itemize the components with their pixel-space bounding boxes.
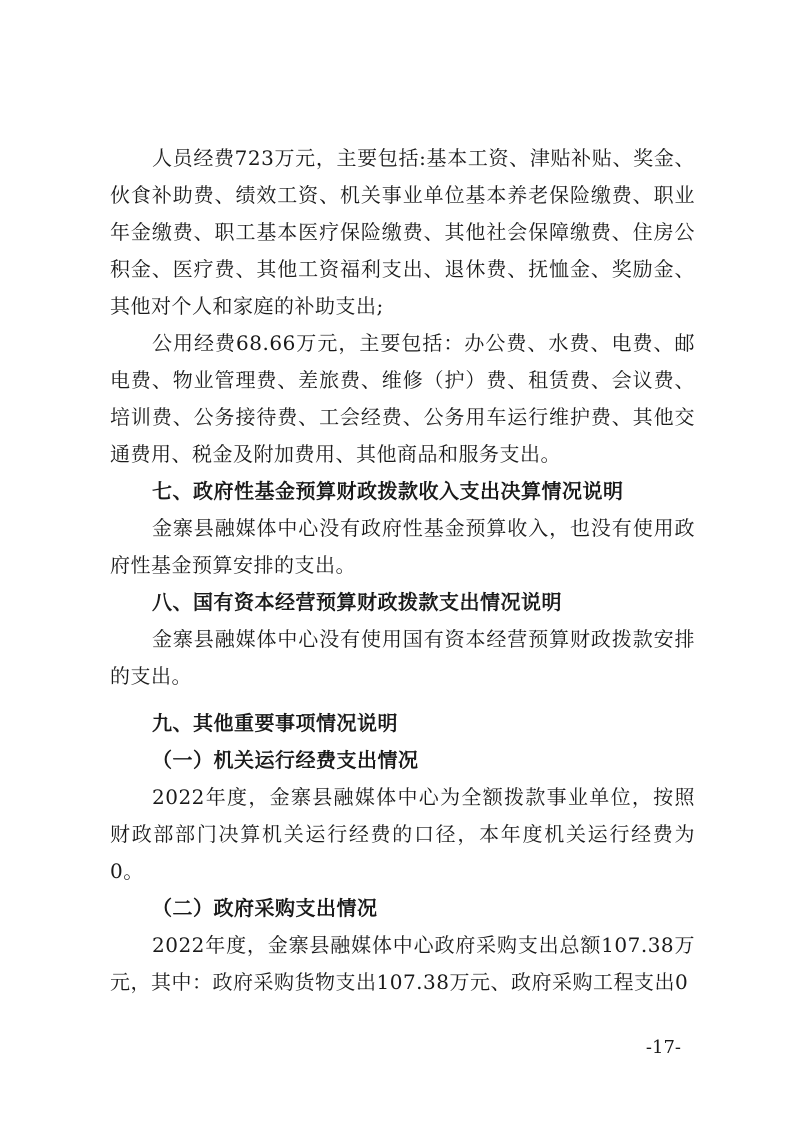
section7-paragraph: 金寨县融媒体中心没有政府性基金预算收入，也没有使用政府性基金预算安排的支出。 — [110, 516, 695, 577]
section8-heading: 八、国有资本经营预算财政拨款支出情况说明 — [152, 590, 562, 614]
subsection2-paragraph: 2022年度，金寨县融媒体中心政府采购支出总额107.38万元，其中：政府采购货物支出107.38万元、政府采购工程支出0 — [110, 933, 695, 994]
subsection1-paragraph: 2022年度，金寨县融媒体中心为全额拨款事业单位，按照财政部部门决算机关运行经费的口径，本年度机关运行经费为0。 — [110, 785, 695, 883]
personnel-expenses-paragraph: 人员经费723万元，主要包括:基本工资、津贴补贴、奖金、伙食补助费、绩效工资、机关事业单位基本养老保险缴费、职业年金缴费、职工基本医疗保险缴费、其他社会保障缴费、住房公积金、医疗费、其他工资福利支出、退休费、抚恤金、奖励金、其他对个人和家庭的补助支出; — [110, 146, 695, 318]
body-text — [110, 140, 695, 1001]
section7-heading: 七、政府性基金预算财政拨款收入支出决算情况说明 — [152, 479, 624, 503]
page-number: -17- — [645, 1037, 681, 1058]
section9-heading: 九、其他重要事项情况说明 — [152, 711, 398, 735]
subsection2-heading: （二）政府采购支出情况 — [152, 896, 378, 920]
section8-paragraph: 金寨县融媒体中心没有使用国有资本经营预算财政拨款安排的支出。 — [110, 627, 695, 688]
subsection1-heading: （一）机关运行经费支出情况 — [152, 748, 419, 772]
public-expenses-paragraph: 公用经费68.66万元，主要包括：办公费、水费、电费、邮电费、物业管理费、差旅费、维修（护）费、租赁费、会议费、培训费、公务接待费、工会经费、公务用车运行维护费、其他交通费用、税金及附加费用、其他商品和服务支出。 — [110, 331, 695, 466]
